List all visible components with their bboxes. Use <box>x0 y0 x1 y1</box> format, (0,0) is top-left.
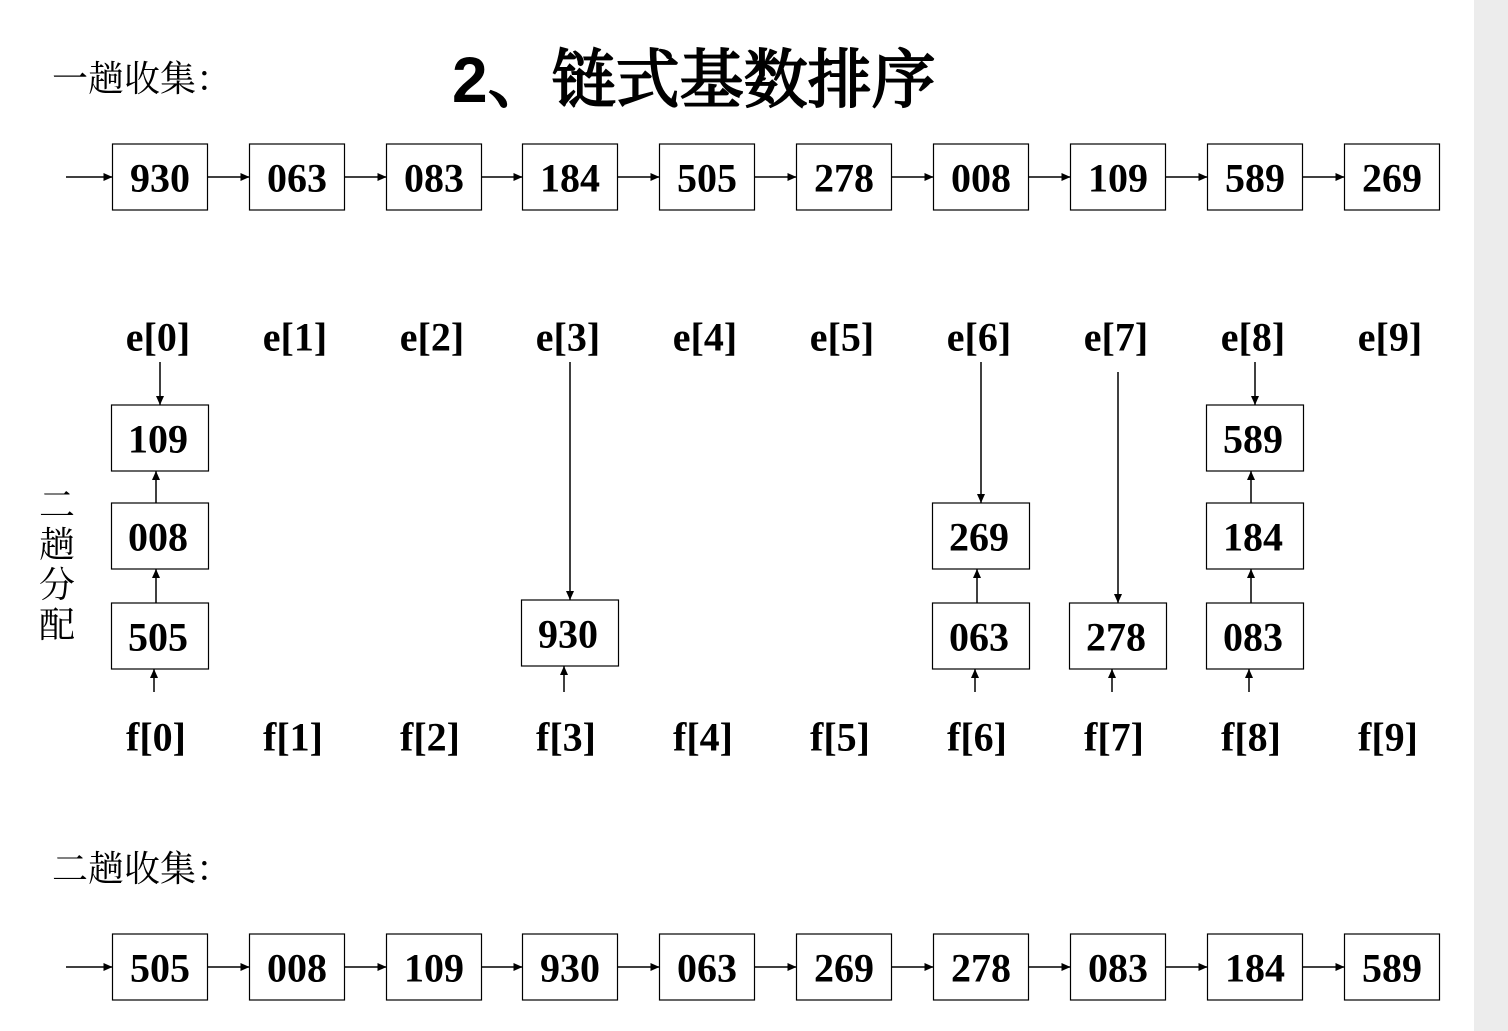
second-collect-node-value: 930 <box>540 945 600 991</box>
second-collect-node-value: 505 <box>130 945 190 991</box>
first-collect-node-value: 109 <box>1088 155 1148 201</box>
bucket-node-value: 109 <box>128 416 188 462</box>
second-collect-node-value: 109 <box>404 945 464 991</box>
bucket-node-value: 063 <box>949 614 1009 660</box>
bucket-node-value: 278 <box>1086 614 1146 660</box>
first-collect-node-value: 269 <box>1362 155 1422 201</box>
second-collect-node-value: 063 <box>677 945 737 991</box>
f-pointer-label: f[2] <box>400 714 460 760</box>
e-pointer-label: e[1] <box>262 314 328 360</box>
e-pointer-label: e[0] <box>125 314 191 360</box>
f-pointer-label: f[6] <box>947 714 1007 760</box>
first-collect-node-value: 008 <box>951 155 1011 201</box>
e-pointer-label: e[8] <box>1220 314 1286 360</box>
second-collect-label: 二趟收集： <box>52 849 233 890</box>
f-pointer-label: f[0] <box>126 714 186 760</box>
first-collect-node-value: 930 <box>130 155 190 201</box>
e-pointer-label: e[4] <box>672 314 738 360</box>
f-pointer-label: f[3] <box>536 714 596 760</box>
bucket-node-value: 930 <box>538 611 598 657</box>
e-pointer-label: e[3] <box>535 314 601 360</box>
bucket-node-value: 589 <box>1223 416 1283 462</box>
f-pointer-label: f[7] <box>1084 714 1144 760</box>
f-pointer-label: f[5] <box>810 714 870 760</box>
first-collect-node-value: 278 <box>814 155 874 201</box>
e-pointer-label: e[5] <box>809 314 875 360</box>
second-collect-node-value: 278 <box>951 945 1011 991</box>
f-pointer-label: f[9] <box>1358 714 1418 760</box>
e-pointer-label: e[7] <box>1083 314 1149 360</box>
second-collect-node-value: 083 <box>1088 945 1148 991</box>
page-title: 2、链式基数排序 <box>452 44 936 116</box>
e-pointer-label: e[9] <box>1357 314 1423 360</box>
second-distribute-label: 二趟分配 <box>38 485 75 646</box>
first-collect-label: 一趟收集： <box>52 59 233 100</box>
first-collect-node-value: 063 <box>267 155 327 201</box>
f-pointer-label: f[8] <box>1221 714 1281 760</box>
second-collect-node-value: 184 <box>1225 945 1285 991</box>
bucket-node-value: 083 <box>1223 614 1283 660</box>
bucket-node-value: 184 <box>1223 514 1283 560</box>
second-collect-node-value: 008 <box>267 945 327 991</box>
bucket-node-value: 269 <box>949 514 1009 560</box>
first-collect-node-value: 083 <box>404 155 464 201</box>
first-collect-node-value: 589 <box>1225 155 1285 201</box>
e-pointer-label: e[2] <box>399 314 465 360</box>
bucket-node-value: 505 <box>128 614 188 660</box>
second-collect-node-value: 269 <box>814 945 874 991</box>
f-pointer-label: f[1] <box>263 714 323 760</box>
e-pointer-label: e[6] <box>946 314 1012 360</box>
f-pointer-label: f[4] <box>673 714 733 760</box>
second-collect-node-value: 589 <box>1362 945 1422 991</box>
first-collect-node-value: 505 <box>677 155 737 201</box>
bucket-node-value: 008 <box>128 514 188 560</box>
first-collect-node-value: 184 <box>540 155 600 201</box>
